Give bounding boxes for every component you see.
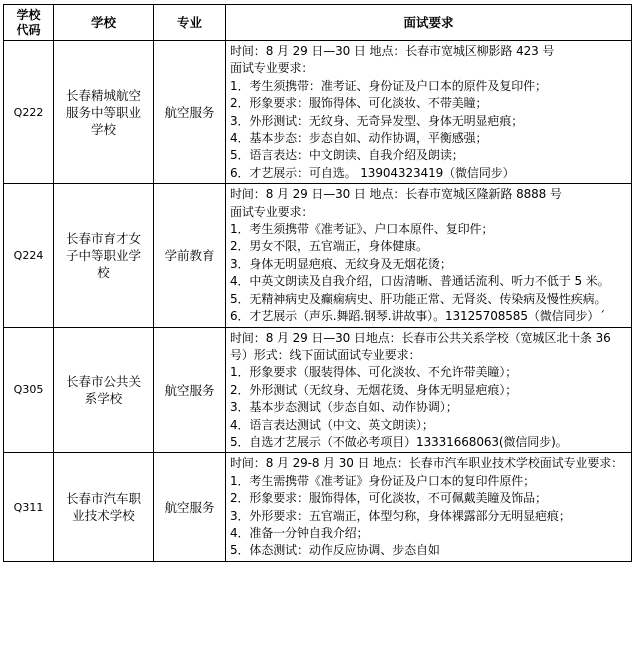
requirement-line: 时间：8 月 29-8 月 30 日 地点：长春市汽车职业技术学校面试专业要求： <box>230 456 624 471</box>
requirement-line: 时间：8 月 29 日—30 日 地点：长春市宽城区柳影路 423 号 <box>230 44 555 58</box>
requirement-line: 4．中英文朗读及自我介绍，口齿清晰、普通话流利、听力不低于 5 米。 <box>230 274 610 289</box>
major: 学前教育 <box>154 184 226 327</box>
header-row <box>4 5 632 41</box>
requirement-line: 6．才艺展示：可自选。 13904323419（微信同步） <box>230 165 515 180</box>
school-name: 长春市公共关系学校 <box>54 327 154 453</box>
requirements <box>226 453 632 561</box>
requirement-line: 2．形象要求：服饰得体，可化淡妆，不可佩戴美瞳及饰品； <box>230 491 547 506</box>
school-code: Q311 <box>4 453 54 561</box>
requirement-line: 5．体态测试：动作反应协调、步态自如 <box>230 543 440 558</box>
requirement-line: 时间：8 月 29 日—30 日地点：长春市公共关系学校（宽城区北十条 36 号）形式：线下面试面试专业要求： <box>230 330 611 362</box>
requirement-line: 1．考生须携带：准考证、身份证及户口本的原件及复印件； <box>230 78 547 93</box>
requirement-line: 2．形象要求：服饰得体、可化淡妆、不带美瞳； <box>230 96 488 111</box>
major: 航空服务 <box>154 41 226 184</box>
major: 航空服务 <box>154 453 226 561</box>
school-code: Q305 <box>4 327 54 453</box>
table-row <box>4 41 632 184</box>
school-code: Q222 <box>4 41 54 184</box>
table-row <box>4 327 632 453</box>
requirement-line: 面试专业要求： <box>230 61 314 76</box>
requirement-line: 时间：8 月 29 日—30 日 地点：长春市宽城区隆新路 8888 号 <box>230 187 562 202</box>
requirements <box>226 41 632 184</box>
table-row <box>4 453 632 561</box>
header-school: 学校 <box>54 5 154 41</box>
major: 航空服务 <box>154 327 226 453</box>
requirement-line: 2．男女不限，五官端正，身体健康。 <box>230 239 428 254</box>
school-name: 长春市育才女子中等职业学校 <box>54 184 154 327</box>
school-name: 长春精城航空服务中等职业学校 <box>54 41 154 184</box>
requirements <box>226 184 632 327</box>
requirement-line: 4．基本步态：步态自如、动作协调，平衡感强； <box>230 131 488 146</box>
requirement-line: 6．才艺展示（声乐.舞蹈.钢琴.讲故事）。13125708585（微信同步）ˊ <box>230 309 606 324</box>
admission-requirements-table <box>3 4 632 562</box>
requirement-line: 1．考生需携带《准考证》身份证及户口本的复印件原件； <box>230 473 536 488</box>
requirement-line: 3．基本步态测试（步态自如、动作协调）； <box>230 400 458 415</box>
requirement-line: 2．外形测试（无纹身、无烟花烫、身体无明显疤痕）； <box>230 382 518 397</box>
table-row <box>4 184 632 327</box>
header-major: 专业 <box>154 5 226 41</box>
requirement-line: 5．自选才艺展示（不做必考项目）13331668063(微信同步)。 <box>230 434 568 449</box>
requirement-line: 5．无精神病史及癫痫病史、肝功能正常、无肾炎、传染病及慢性疾病。 <box>230 291 607 306</box>
requirement-line: 3．身体无明显疤痕、无纹身及无烟花烫； <box>230 256 452 271</box>
school-name: 长春市汽车职业技术学校 <box>54 453 154 561</box>
school-code: Q224 <box>4 184 54 327</box>
requirement-line: 3．外形测试：无纹身、无奇异发型、身体无明显疤痕； <box>230 113 524 128</box>
requirement-line: 5．语言表达：中文朗读、自我介绍及朗读； <box>230 148 464 163</box>
requirement-line: 3．外形要求：五官端正，体型匀称，身体裸露部分无明显疤痕； <box>230 508 571 523</box>
requirement-line: 4．准备一分钟自我介绍； <box>230 525 369 540</box>
requirement-line: 1．形象要求（服装得体、可化淡妆、不允许带美瞳）； <box>230 365 518 380</box>
requirements <box>226 327 632 453</box>
header-code: 学校代码 <box>4 5 54 41</box>
header-requirements: 面试要求 <box>226 5 632 41</box>
requirement-line: 面试专业要求： <box>230 204 314 219</box>
requirement-line: 1．考生须携带《准考证》、户口本原件、复印件； <box>230 222 494 237</box>
requirement-line: 4．语言表达测试（中文、英文朗读）； <box>230 417 434 432</box>
